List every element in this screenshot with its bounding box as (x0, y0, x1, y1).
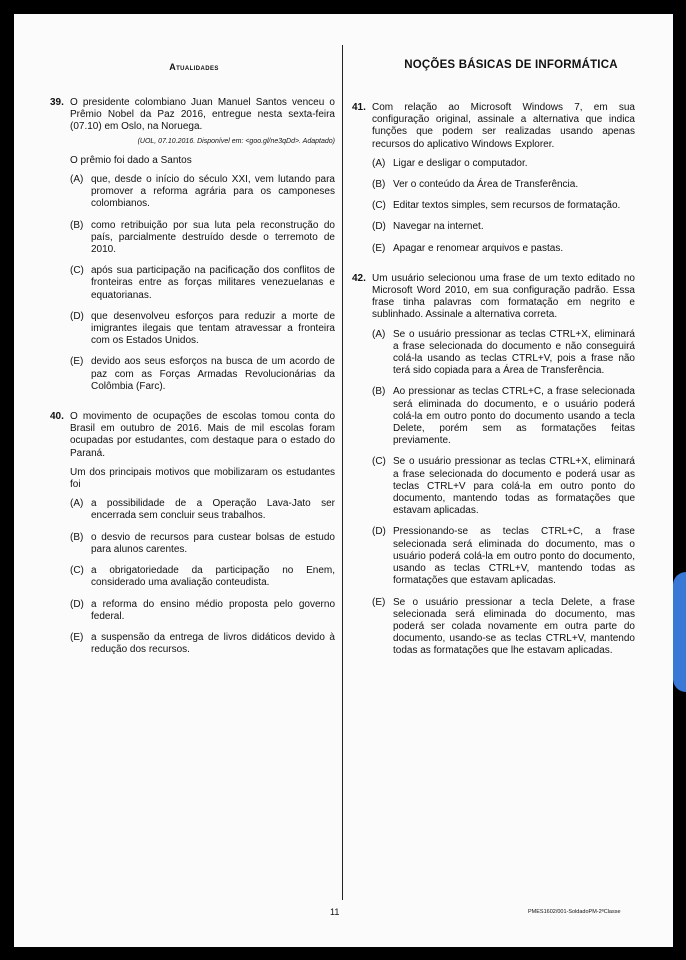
option-e[interactable] (372, 243, 635, 255)
option-text: Se o usuário pressionar a tecla Delete, a frase selecionada será eliminada do documento, mas poderá ser colada novamente em outra parte do documento, usando-se as teclas CTRL+V, mantendo todas as formatações que lhe estavam aplicadas. (393, 596, 635, 657)
source-citation: (UOL, 07.10.2016. Disponível em: <goo.gl/ne3qDd>. Adaptado) (137, 137, 335, 145)
option-letter: (E) (70, 356, 84, 368)
column-divider (342, 45, 343, 900)
option-letter: (A) (70, 174, 84, 186)
option-text: Ao pressionar as teclas CTRL+C, a frase selecionada será eliminada do documento, e o usuário poderá colá-la em outro ponto do documento usando a tecla Delete, porém sem as formatações feitas previamente. (393, 386, 635, 447)
option-d[interactable] (70, 599, 335, 623)
option-c[interactable] (372, 456, 635, 517)
option-letter: (D) (70, 598, 84, 610)
option-text: que, desde o início do século XXI, vem lutando para promover a reforma agrária para os camponeses colombianos. (91, 174, 335, 210)
option-text: Navegar na internet. (393, 221, 484, 233)
option-e[interactable] (70, 632, 335, 656)
question-prompt: Um dos principais motivos que mobilizaram os estudantes foi (70, 466, 335, 491)
side-tab-handle[interactable] (673, 572, 686, 692)
option-letter: (D) (372, 526, 386, 538)
option-c[interactable] (70, 565, 335, 589)
option-b[interactable] (70, 220, 335, 257)
option-b[interactable] (70, 532, 335, 556)
option-text: a possibilidade de a Operação Lava-Jato ser encerrada sem concluir seus trabalhos. (91, 498, 335, 522)
option-text: como retribuição por sua luta pela reconstrução do país, parcialmente destruído desde o terremoto de 2010. (91, 219, 335, 256)
option-text: Editar textos simples, sem recursos de formatação. (393, 200, 621, 212)
option-a[interactable] (70, 498, 335, 522)
option-text: Apagar e renomear arquivos e pastas. (393, 242, 564, 254)
question-number: 39. (50, 97, 64, 108)
option-text: Pressionando-se as teclas CTRL+C, a frase selecionada será eliminada do documento, mas o usuário poderá colá-la em outro ponto do documento, usando as teclas CTRL+V, mantendo todas as formatações que estavam aplicadas. (393, 526, 635, 587)
question-40 (50, 411, 335, 656)
option-letter: (E) (372, 596, 386, 608)
option-letter: (C) (70, 565, 84, 577)
option-letter: (E) (372, 242, 386, 254)
option-letter: (C) (372, 200, 386, 212)
page-number: 11 (330, 907, 340, 917)
option-letter: (D) (70, 310, 84, 322)
option-d[interactable] (372, 221, 635, 233)
option-d[interactable] (70, 311, 335, 348)
question-42 (352, 273, 635, 658)
exam-code: PMES1602/001-SoldadoPM-2ªClasse (528, 909, 621, 915)
question-text: Com relação ao Microsoft Windows 7, em sua configuração original, assinale a alternativa que indica funções que podem ser realizadas usando apenas recursos do aplicativo Windows Explorer. (372, 102, 635, 150)
option-letter: (A) (372, 328, 386, 340)
option-letter: (E) (70, 631, 84, 643)
question-number: 40. (50, 411, 64, 423)
question-39 (50, 97, 335, 393)
option-text: Ligar e desligar o computador. (393, 157, 528, 169)
option-text: Se o usuário pressionar as teclas CTRL+X, eliminará a frase selecionada do documento e não conseguirá colá-la usando as teclas CTRL+V, pois a frase não terá sido copiada para a Área de Transferência. (393, 328, 635, 377)
option-text: Ver o conteúdo da Área de Transferência. (393, 179, 579, 191)
option-letter: (B) (372, 179, 386, 191)
left-column (50, 97, 335, 665)
option-letter: (C) (372, 456, 386, 468)
option-e[interactable] (70, 356, 335, 393)
option-letter: (B) (70, 531, 84, 543)
option-d[interactable] (372, 526, 635, 587)
option-text: Se o usuário pressionar as teclas CTRL+X, eliminará a frase selecionada do documento e poderá usar as teclas CTRL+V para colá-la em outro ponto do documento, mantendo todas as formatações que estavam aplicadas. (393, 456, 635, 517)
section-header-informatica: NOÇÕES BÁSICAS DE INFORMÁTICA (404, 59, 618, 71)
question-41 (352, 102, 635, 255)
option-c[interactable] (372, 200, 635, 212)
option-letter: (A) (70, 498, 84, 510)
section-header-atualidades: Atualidades (169, 62, 219, 72)
question-text: O movimento de ocupações de escolas tomou conta do Brasil em outubro de 2016. Mais de mil escolas foram ocupadas por estudantes, com destaque para o estado do Paraná. (70, 411, 335, 459)
right-column (352, 102, 635, 667)
option-letter: (D) (372, 221, 386, 233)
option-letter: (A) (372, 157, 386, 169)
option-text: que desenvolveu esforços para reduzir a morte de imigrantes ilegais que tentam atravessar a fronteira com os Estados Unidos. (91, 310, 335, 347)
question-number: 41. (352, 102, 366, 113)
option-text: devido aos seus esforços na busca de um acordo de paz com as Forças Armadas Revolucionárias da Colômbia (Farc). (91, 356, 335, 392)
question-text: Um usuário selecionou uma frase de um texto editado no Microsoft Word 2010, em sua configuração padrão. Essa frase tinha palavras com formatação em negrito e sublinhado. Assinale a alternativa correta. (372, 272, 635, 321)
option-text: a reforma do ensino médio proposta pelo governo federal. (91, 598, 335, 622)
option-b[interactable] (372, 386, 635, 447)
option-text: o desvio de recursos para custear bolsas de estudo para alunos carentes. (91, 531, 335, 555)
option-letter: (B) (372, 386, 386, 398)
option-c[interactable] (70, 265, 335, 302)
option-text: a suspensão da entrega de livros didáticos devido à redução dos recursos. (91, 631, 335, 656)
option-b[interactable] (372, 179, 635, 191)
option-text: após sua participação na pacificação dos conflitos de fronteiras entre as forças militares venezuelanas e equatorianas. (91, 265, 335, 301)
option-text: a obrigatoriedade da participação no Enem, considerado uma avaliação conteudista. (91, 565, 335, 589)
option-letter: (C) (70, 265, 84, 277)
question-number: 42. (352, 272, 366, 284)
option-a[interactable] (372, 158, 635, 170)
option-e[interactable] (372, 597, 635, 658)
question-text: O presidente colombiano Juan Manuel Santos venceu o Prêmio Nobel da Paz 2016, entregue nesta sexta-feira (07.10) em Oslo, na Noruega. (70, 97, 335, 133)
option-a[interactable] (372, 329, 635, 378)
option-a[interactable] (70, 174, 335, 211)
question-prompt: O prêmio foi dado a Santos (70, 154, 192, 166)
option-letter: (B) (70, 219, 84, 231)
